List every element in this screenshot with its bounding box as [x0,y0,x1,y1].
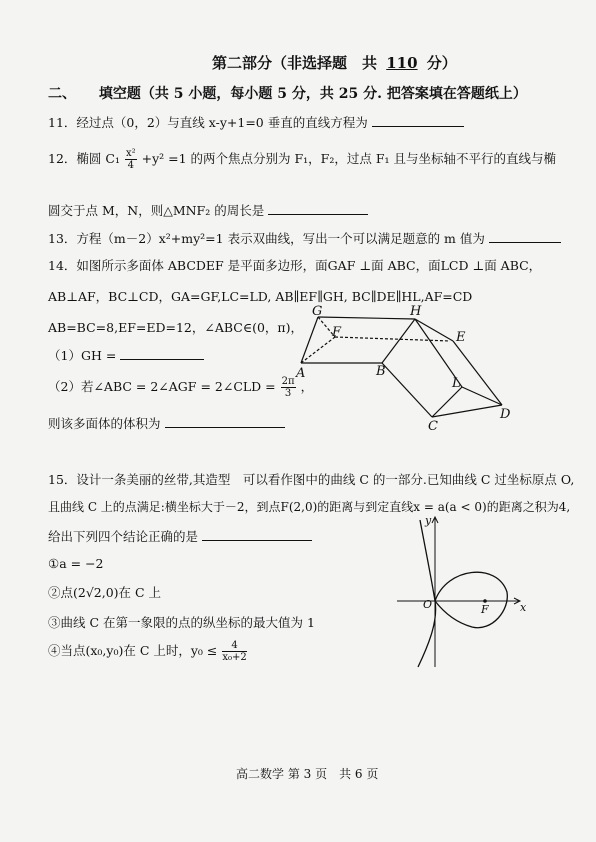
q14-line2: AB⊥AF，BC⊥CD，GA=GF,LC=LD, AB∥EF∥GH, BC∥DE∥HL,AF=CD [48,289,473,304]
q15-line1: 15．设计一条美丽的丝带,其造型 可以看作图中的曲线 C 的一部分.已知曲线 C 过坐标原点 O, [48,472,575,487]
q13-text: 13．方程（m－2）x²+my²=1 表示双曲线，写出一个可以满足题意的 m 值为 [48,231,485,246]
question-14-part3 [48,414,285,432]
vertex-label-b: B [376,364,386,379]
vertex-label-l: L [452,376,461,391]
part-title: 第二部分（非选择题 共 [212,54,378,72]
footer-text: 高二数学 第 3 页 共 6 页 [236,767,379,781]
section-heading [48,83,527,103]
q14-part2: （2）若∠ABC = 2∠AGF = 2∠CLD = [48,379,276,394]
section-title: 填空题（共 5 小题，每小题 5 分，共 25 分. 把答案填在答题纸上） [98,86,527,102]
q14-part3: 则该多面体的体积为 [48,416,161,431]
q12-after-fraction: +y² =1 的两个焦点分别为 F₁，F₂，过点 F₁ 且与坐标轴不平行的直线与椭 [141,151,556,166]
q12-prefix: 12．椭圆 C₁ [48,151,120,166]
q15-option4-fraction: $\frac{4}{\text{x₀+2}}$ [222,640,247,663]
vertex-label-d: D [500,407,511,422]
question-14-line3 [48,318,303,336]
q11-text: 11．经过点（0，2）与直线 x-y+1=0 垂直的直线方程为 [48,115,368,130]
q14-line3: AB=BC=8,EF=ED=12，∠ABC∈(0，π)， [48,320,304,335]
x-axis-label: x [520,601,527,614]
q14-part1: （1）GH = [48,348,117,363]
part-score: 110 [386,54,418,72]
question-14-part1 [48,346,204,364]
q13-answer-blank[interactable] [489,230,561,243]
vertex-label-a: A [296,366,306,381]
question-12 [48,148,556,171]
q12-line2: 圆交于点 M，N，则△MNF₂ 的周长是 [48,203,265,218]
vertex-label-f: F [332,325,342,340]
question-14-line1 [48,256,541,274]
q15-option-2: ②点(2√2,0)在 C 上 [48,585,162,600]
focus-label: F [481,603,489,616]
vertex-label-c: C [428,419,438,434]
vertex-label-e: E [456,330,466,345]
q14-part1-blank[interactable] [120,347,204,360]
q12-answer-blank[interactable] [268,202,368,215]
question-11 [48,113,464,131]
question-15-line3 [48,527,312,545]
q15-option-1: ①a = −2 [48,556,104,571]
y-axis-label: y [425,514,432,527]
q11-answer-blank[interactable] [372,114,464,127]
question-13 [48,229,561,247]
polyhedron-figure [290,305,520,435]
question-14-line2 [48,287,472,305]
question-14-part2: （2）若∠ABC = 2∠AGF = 2∠CLD = $\frac{2\pi}{3}$ ， [48,376,314,399]
q15-option-3: ③曲线 C 在第一象限的点的纵坐标的最大值为 1 [48,615,315,630]
q14-part2-fraction: $\frac{2\pi}{3}$ [281,376,295,399]
part-title-end: 分） [426,54,457,72]
section-number: 二、 [48,86,76,102]
page-footer [236,765,378,782]
question-12-line2 [48,201,368,219]
curve-figure [392,512,532,670]
q14-line1: 14．如图所示多面体 ABCDEF 是平面多边形，面GAF ⊥面 ABC，面LCD ⊥面 ABC， [48,258,542,273]
origin-label: O [423,598,433,611]
question-15-line1 [48,470,574,488]
vertex-label-h: H [410,305,422,319]
q15-line3: 给出下列四个结论正确的是 [48,529,199,544]
q15-line2: 且曲线 C 上的点满足:横坐标大于－2，到点F(2,0)的距离与到定直线x = a(a < 0)的距离之积为4, [48,500,571,514]
q15-answer-blank[interactable] [202,528,312,541]
q12-fraction: $\frac{\text{x²}}{4}$ [125,148,136,171]
q15-option-4: ④当点(x₀,y₀)在 C 上时，y₀ ≤ $\frac{4}{\text{x₀+2}}$ [48,640,247,663]
part-header [212,52,457,73]
q14-part3-blank[interactable] [165,415,285,428]
vertex-label-g: G [312,305,323,319]
